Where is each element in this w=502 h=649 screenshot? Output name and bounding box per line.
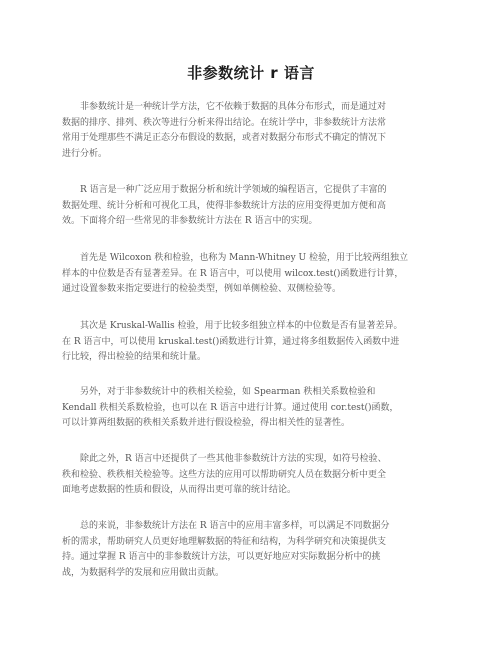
paragraph-other-methods	[62, 452, 440, 499]
paragraph-line: R 语言是一种广泛应用于数据分析和统计学领域的编程语言，它提供了丰富的	[80, 185, 387, 195]
paragraph-line: 另外，对于非参数统计中的秩相关检验，如 Spearman 秩相关系数检验和	[80, 387, 376, 397]
paragraph-line: 效。下面将介绍一些常见的非参数统计方法在 R 语言中的实现。	[62, 216, 318, 227]
paragraph-r-language	[62, 183, 440, 230]
paragraph-line: 行比较，得出检验的结果和统计量。	[62, 352, 207, 363]
paragraph-line: 秩和检验、秩秩相关检验等。这些方法的应用可以帮助研究人员在数据分析中更全	[62, 469, 387, 480]
paragraph-conclusion	[62, 519, 440, 581]
paragraph-line: 其次是 Kruskal-Wallis 检验，用于比较多组独立样本的中位数是否有显著差异。	[80, 321, 403, 331]
paragraph-line: 常用于处理那些不满足正态分布假设的数据，或者对数据分布形式不确定的情况下	[62, 133, 387, 144]
paragraph-kruskal-wallis	[62, 319, 440, 366]
paragraph-line: 总的来说，非参数统计方法在 R 语言中的应用丰富多样，可以满足不同数据分	[80, 521, 390, 531]
paragraph-rank-correlation	[62, 385, 440, 432]
paragraph-line: 持。通过掌握 R 语言中的非参数统计方法，可以更好地应对实际数据分析中的挑	[62, 552, 381, 563]
paragraph-line: 样本的中位数是否有显著差异。在 R 语言中，可以使用 wilcox.test()函数进行计算，	[62, 268, 404, 279]
paragraph-line: 数据的排序、排列、秩次等进行分析来得出结论。在统计学中，非参数统计方法常	[62, 117, 387, 128]
paragraph-line: 非参数统计是一种统计学方法，它不依赖于数据的具体分布形式，而是通过对	[80, 102, 387, 112]
paragraph-line: 在 R 语言中，可以使用 kruskal.test()函数进行计算，通过将多组数据传入函数中进	[62, 336, 400, 347]
paragraph-line: 通过设置参数来指定要进行的检验类型，例如单侧检验、双侧检验等。	[62, 284, 342, 295]
paragraph-line: 析的需求，帮助研究人员更好地理解数据的特征和结构，为科学研究和决策提供支	[62, 536, 387, 547]
paragraph-intro	[62, 100, 440, 162]
paragraph-line: Kendall 秩相关系数检验，也可以在 R 语言中进行计算。通过使用 cor.test()函数，	[62, 402, 399, 413]
paragraph-line: 首先是 Wilcoxon 秩和检验，也称为 Mann-Whitney U 检验，用于比较两组独立	[80, 253, 408, 263]
paragraph-line: 面地考虑数据的性质和假设，从而得出更可靠的统计结论。	[62, 485, 297, 496]
paragraph-line: 数据处理、统计分析和可视化工具，使得非参数统计方法的应用变得更加方便和高	[62, 200, 387, 211]
paragraph-line: 可以计算两组数据的秩相关系数并进行假设检验，得出相关性的显著性。	[62, 418, 351, 429]
paragraph-line: 战，为数据科学的发展和应用做出贡献。	[62, 567, 225, 578]
paragraph-line: 进行分析。	[62, 148, 108, 159]
page-title: 非参数统计 r 语言	[187, 64, 315, 82]
paragraph-line: 除此之外，R 语言中还提供了一些其他非参数统计方法的实现，如符号检验、	[80, 454, 387, 464]
paragraph-wilcoxon	[62, 251, 440, 298]
